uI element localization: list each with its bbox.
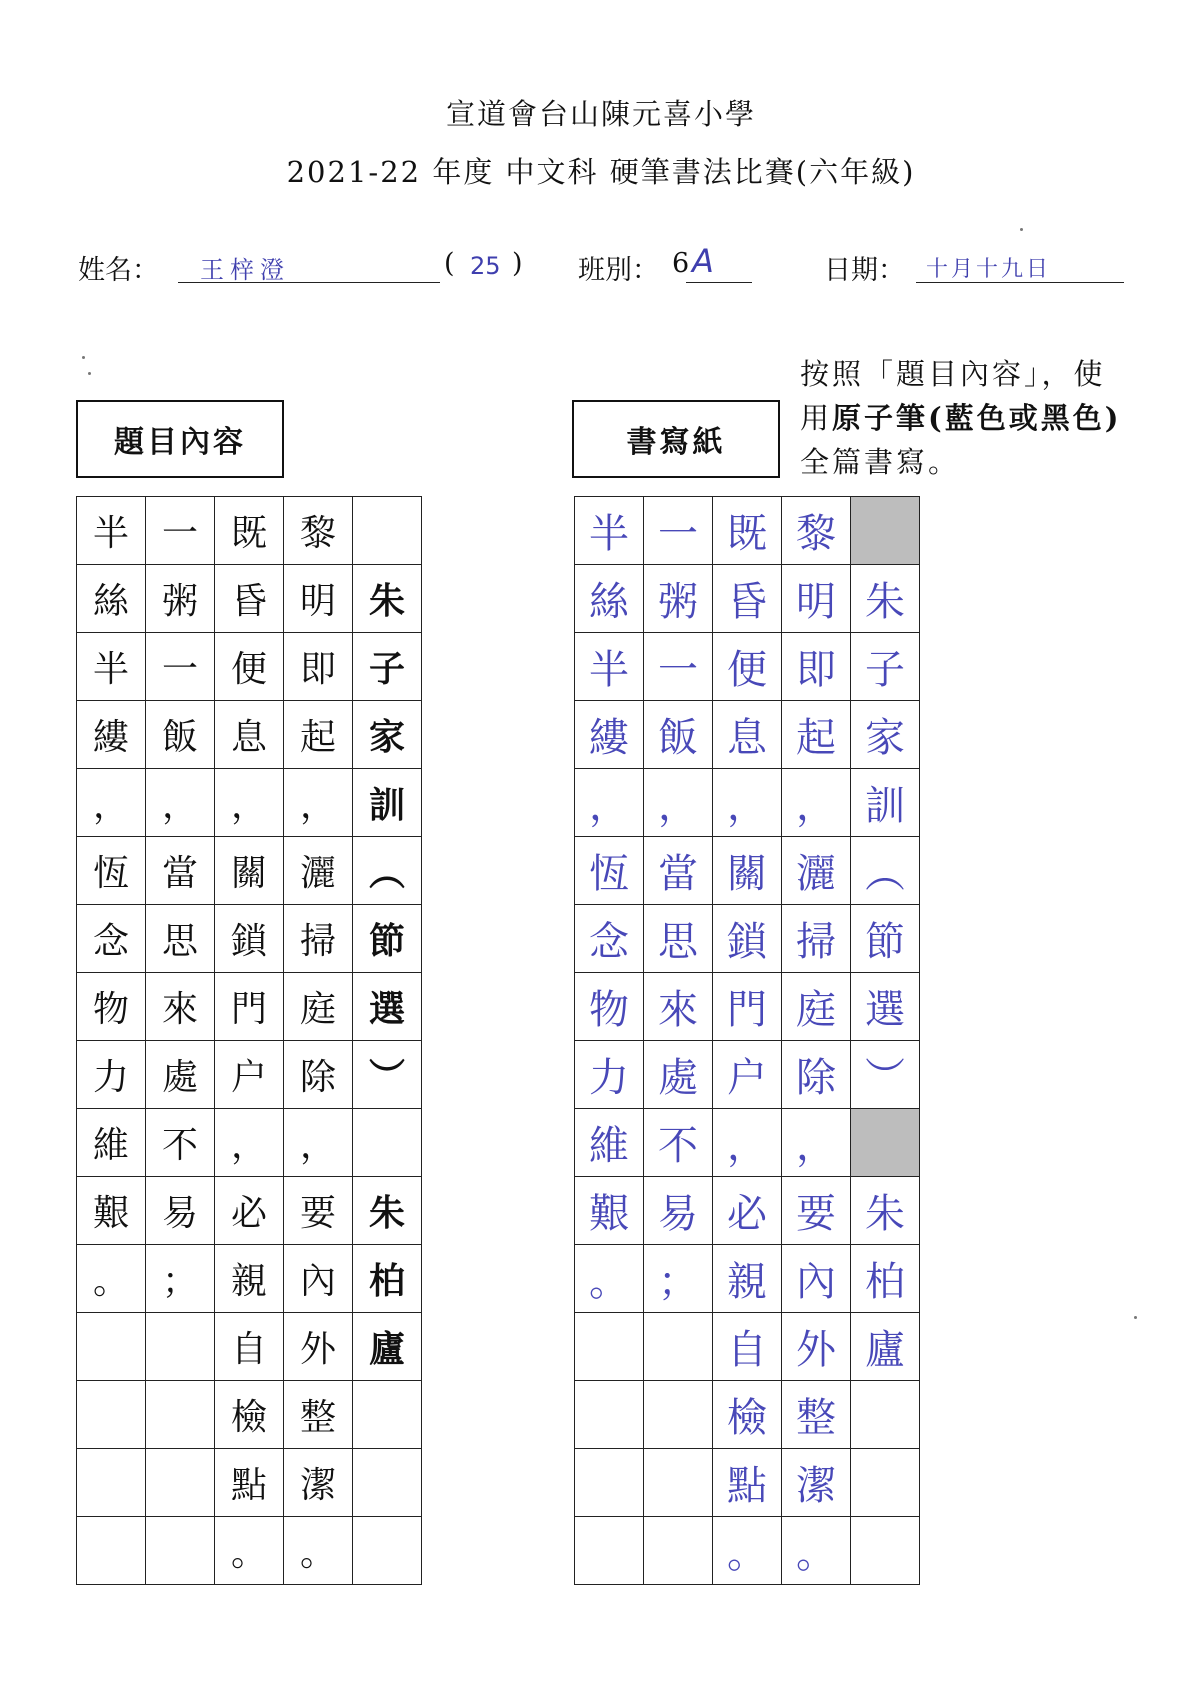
- writing-cell-cell[interactable]: 物: [575, 973, 644, 1041]
- writing-cell-cell[interactable]: [644, 1449, 713, 1517]
- reference-cell-cell: 來: [146, 973, 215, 1041]
- writing-cell-cell[interactable]: 庭: [782, 973, 851, 1041]
- speck: [82, 356, 85, 359]
- speck: [1020, 228, 1023, 231]
- reference-cell-cell: 庭: [284, 973, 353, 1041]
- reference-cell-cell: 處: [146, 1041, 215, 1109]
- reference-cell-cell: ，: [284, 1109, 353, 1177]
- reference-grid: [76, 496, 422, 1585]
- reference-cell-cell: 念: [77, 905, 146, 973]
- reference-cell-cell: [77, 1449, 146, 1517]
- reference-cell-cell: ，: [215, 1109, 284, 1177]
- reference-cell-cell: 點: [215, 1449, 284, 1517]
- writing-cell-cell[interactable]: 自: [713, 1313, 782, 1381]
- school-name: 宣道會台山陳元喜小學: [445, 97, 756, 131]
- writing-cell-row: [575, 1041, 920, 1109]
- reference-cell-cell: 。: [77, 1245, 146, 1313]
- writing-title-box: 書寫紙: [572, 400, 780, 478]
- reference-cell-cell: 當: [146, 837, 215, 905]
- writing-cell-cell[interactable]: 處: [644, 1041, 713, 1109]
- writing-cell-cell[interactable]: [644, 1517, 713, 1585]
- writing-cell-cell[interactable]: [851, 1517, 920, 1585]
- writing-cell-cell[interactable]: 易: [644, 1177, 713, 1245]
- writing-cell-cell[interactable]: 飯: [644, 701, 713, 769]
- name-label: 姓名：: [78, 255, 159, 286]
- reference-cell-cell: 物: [77, 973, 146, 1041]
- reference-cell-cell: [146, 1313, 215, 1381]
- writing-cell-cell[interactable]: [644, 1381, 713, 1449]
- reference-cell-row: [77, 1449, 422, 1517]
- reference-cell-cell: ︵: [353, 837, 422, 905]
- reference-cell-cell: 鎖: [215, 905, 284, 973]
- writing-cell-cell[interactable]: 來: [644, 973, 713, 1041]
- writing-cell-row: [575, 1517, 920, 1585]
- reference-cell-cell: 起: [284, 701, 353, 769]
- writing-cell-cell[interactable]: 子: [851, 633, 920, 701]
- writing-cell-cell[interactable]: [575, 1449, 644, 1517]
- speck: [1134, 1316, 1137, 1319]
- reference-cell-cell: ，: [146, 769, 215, 837]
- reference-cell-cell: 力: [77, 1041, 146, 1109]
- reference-cell-cell: 易: [146, 1177, 215, 1245]
- class-grade: 6: [672, 248, 690, 279]
- reference-cell-cell: 整: [284, 1381, 353, 1449]
- reference-cell-cell: 掃: [284, 905, 353, 973]
- writing-cell-cell[interactable]: 外: [782, 1313, 851, 1381]
- writing-cell-row: [575, 1109, 920, 1177]
- reference-cell-cell: [146, 1449, 215, 1517]
- writing-cell-cell[interactable]: 半: [575, 633, 644, 701]
- writing-cell-cell[interactable]: ；: [644, 1245, 713, 1313]
- reference-cell-cell: ，: [215, 769, 284, 837]
- reference-cell-cell: 必: [215, 1177, 284, 1245]
- reference-cell-cell: 朱: [353, 1177, 422, 1245]
- reference-cell-cell: 思: [146, 905, 215, 973]
- reference-cell-cell: 選: [353, 973, 422, 1041]
- writing-cell-cell[interactable]: 檢: [713, 1381, 782, 1449]
- writing-cell-row: [575, 1313, 920, 1381]
- writing-cell-cell[interactable]: 鎖: [713, 905, 782, 973]
- writing-cell-cell[interactable]: 柏: [851, 1245, 920, 1313]
- writing-cell-row: [575, 769, 920, 837]
- reference-cell-row: [77, 1245, 422, 1313]
- reference-cell-row: [77, 497, 422, 565]
- writing-cell-cell[interactable]: 掃: [782, 905, 851, 973]
- reference-cell-cell: ︶: [353, 1041, 422, 1109]
- number-close-paren: ): [512, 248, 523, 279]
- reference-cell-cell: 一: [146, 633, 215, 701]
- reference-cell-cell: 內: [284, 1245, 353, 1313]
- reference-cell-cell: 飯: [146, 701, 215, 769]
- reference-cell-row: [77, 1517, 422, 1585]
- reference-cell-cell: [353, 1109, 422, 1177]
- writing-cell-cell[interactable]: 。: [713, 1517, 782, 1585]
- writing-cell-cell[interactable]: [644, 1313, 713, 1381]
- reference-cell-cell: 息: [215, 701, 284, 769]
- reference-cell-cell: [146, 1517, 215, 1585]
- writing-cell-cell[interactable]: 點: [713, 1449, 782, 1517]
- reference-cell-cell: 絲: [77, 565, 146, 633]
- writing-cell-cell[interactable]: 既: [713, 497, 782, 565]
- reference-cell-cell: 柏: [353, 1245, 422, 1313]
- reference-cell-row: [77, 1313, 422, 1381]
- writing-cell-cell[interactable]: 家: [851, 701, 920, 769]
- reference-cell-cell: 廬: [353, 1313, 422, 1381]
- reference-cell-cell: 黎: [284, 497, 353, 565]
- reference-cell-cell: 家: [353, 701, 422, 769]
- reference-cell-row: [77, 633, 422, 701]
- reference-cell-cell: 恆: [77, 837, 146, 905]
- speck: [88, 372, 91, 375]
- writing-cell-row: [575, 973, 920, 1041]
- writing-grid: [574, 496, 920, 1585]
- writing-cell-row: [575, 497, 920, 565]
- writing-cell-cell[interactable]: 即: [782, 633, 851, 701]
- writing-cell-cell[interactable]: 整: [782, 1381, 851, 1449]
- reference-cell-cell: [353, 497, 422, 565]
- reference-cell-cell: 粥: [146, 565, 215, 633]
- reference-cell-cell: 外: [284, 1313, 353, 1381]
- writing-cell-cell[interactable]: 明: [782, 565, 851, 633]
- reference-cell-row: [77, 1109, 422, 1177]
- writing-cell-cell[interactable]: ，: [782, 769, 851, 837]
- reference-cell-row: [77, 1177, 422, 1245]
- reference-cell-cell: ；: [146, 1245, 215, 1313]
- writing-cell-row: [575, 633, 920, 701]
- reference-cell-cell: [353, 1449, 422, 1517]
- reference-cell-cell: 門: [215, 973, 284, 1041]
- writing-cell-cell[interactable]: ︶: [851, 1041, 920, 1109]
- reference-cell-row: [77, 973, 422, 1041]
- writing-cell-cell[interactable]: [575, 1381, 644, 1449]
- reference-cell-cell: 檢: [215, 1381, 284, 1449]
- writing-cell-cell[interactable]: 一: [644, 633, 713, 701]
- writing-cell-cell[interactable]: 選: [851, 973, 920, 1041]
- reference-cell-cell: 子: [353, 633, 422, 701]
- reference-cell-cell: 要: [284, 1177, 353, 1245]
- date-value[interactable]: 十月十九日: [926, 257, 1052, 282]
- reference-cell-cell: 節: [353, 905, 422, 973]
- writing-cell-cell[interactable]: 一: [644, 497, 713, 565]
- instructions: [800, 352, 1180, 484]
- writing-cell-cell[interactable]: ，: [575, 769, 644, 837]
- reference-cell-cell: 潔: [284, 1449, 353, 1517]
- writing-cell-cell[interactable]: 灑: [782, 837, 851, 905]
- writing-cell-cell[interactable]: 廬: [851, 1313, 920, 1381]
- writing-cell-cell[interactable]: ，: [713, 769, 782, 837]
- writing-cell-cell[interactable]: 朱: [851, 565, 920, 633]
- writing-cell-cell[interactable]: 便: [713, 633, 782, 701]
- writing-cell-cell[interactable]: 不: [644, 1109, 713, 1177]
- reference-cell-row: [77, 565, 422, 633]
- class-number-value[interactable]: 25: [470, 252, 501, 280]
- writing-cell-cell[interactable]: ︵: [851, 837, 920, 905]
- writing-cell-cell[interactable]: ，: [713, 1109, 782, 1177]
- writing-cell-cell[interactable]: 關: [713, 837, 782, 905]
- reference-cell-cell: [353, 1381, 422, 1449]
- writing-cell-cell[interactable]: 除: [782, 1041, 851, 1109]
- writing-cell-cell[interactable]: 內: [782, 1245, 851, 1313]
- writing-cell-row: [575, 905, 920, 973]
- reference-cell-cell: [77, 1517, 146, 1585]
- writing-cell-cell[interactable]: 息: [713, 701, 782, 769]
- reference-cell-cell: [77, 1381, 146, 1449]
- reference-cell-cell: 既: [215, 497, 284, 565]
- reference-cell-cell: 自: [215, 1313, 284, 1381]
- writing-cell-cell[interactable]: 朱: [851, 1177, 920, 1245]
- writing-cell-cell[interactable]: [575, 1517, 644, 1585]
- reference-cell-cell: 維: [77, 1109, 146, 1177]
- reference-cell-cell: 。: [215, 1517, 284, 1585]
- writing-cell-cell[interactable]: 門: [713, 973, 782, 1041]
- writing-cell-cell[interactable]: 潔: [782, 1449, 851, 1517]
- writing-cell-cell[interactable]: 力: [575, 1041, 644, 1109]
- writing-cell-cell[interactable]: 思: [644, 905, 713, 973]
- writing-cell-row: [575, 565, 920, 633]
- writing-cell-row: [575, 701, 920, 769]
- reference-cell-cell: 訓: [353, 769, 422, 837]
- writing-cell-cell[interactable]: [851, 1449, 920, 1517]
- reference-cell-row: [77, 701, 422, 769]
- writing-cell-cell[interactable]: 半: [575, 497, 644, 565]
- writing-cell-cell[interactable]: 昏: [713, 565, 782, 633]
- writing-cell-row: [575, 1177, 920, 1245]
- writing-cell-row: [575, 1449, 920, 1517]
- reference-cell-cell: [146, 1381, 215, 1449]
- reference-cell-cell: 除: [284, 1041, 353, 1109]
- reference-cell-cell: 户: [215, 1041, 284, 1109]
- writing-cell-cell[interactable]: 黎: [782, 497, 851, 565]
- reference-cell-cell: [353, 1517, 422, 1585]
- reference-title-box: 題目內容: [76, 400, 284, 478]
- reference-cell-cell: 半: [77, 497, 146, 565]
- class-value[interactable]: A: [692, 242, 714, 280]
- writing-cell-cell[interactable]: 絲: [575, 565, 644, 633]
- reference-cell-cell: 。: [284, 1517, 353, 1585]
- instruction-pen-requirement: 原子筆(藍色或黑色): [832, 401, 1122, 435]
- writing-cell-cell[interactable]: 親: [713, 1245, 782, 1313]
- name-value[interactable]: 王梓澄: [200, 256, 290, 284]
- number-open-paren: (: [444, 248, 455, 279]
- writing-cell-cell[interactable]: 。: [575, 1245, 644, 1313]
- reference-cell-cell: ，: [284, 769, 353, 837]
- competition-title: 2021-22 年度 中文科 硬筆書法比賽(六年級): [286, 155, 916, 189]
- writing-cell-cell[interactable]: 户: [713, 1041, 782, 1109]
- reference-cell-cell: 關: [215, 837, 284, 905]
- date-label: 日期：: [824, 255, 905, 286]
- reference-cell-cell: [77, 1313, 146, 1381]
- reference-cell-cell: 縷: [77, 701, 146, 769]
- instruction-line-3: 全篇書寫。: [800, 445, 961, 479]
- class-underline: [686, 282, 752, 283]
- reference-cell-cell: 朱: [353, 565, 422, 633]
- reference-cell-cell: 昏: [215, 565, 284, 633]
- reference-cell-cell: 便: [215, 633, 284, 701]
- writing-cell-cell[interactable]: ，: [644, 769, 713, 837]
- writing-cell-row: [575, 1381, 920, 1449]
- writing-cell-cell[interactable]: [851, 1381, 920, 1449]
- writing-cell-cell[interactable]: 維: [575, 1109, 644, 1177]
- writing-cell-cell[interactable]: [851, 497, 920, 565]
- writing-cell-cell[interactable]: 粥: [644, 565, 713, 633]
- reference-cell-row: [77, 1381, 422, 1449]
- writing-cell-cell[interactable]: 縷: [575, 701, 644, 769]
- reference-cell-row: [77, 769, 422, 837]
- writing-cell-cell[interactable]: 。: [782, 1517, 851, 1585]
- reference-cell-cell: 親: [215, 1245, 284, 1313]
- class-label: 班別：: [578, 255, 659, 286]
- writing-cell-cell[interactable]: 要: [782, 1177, 851, 1245]
- reference-cell-row: [77, 905, 422, 973]
- reference-cell-cell: 明: [284, 565, 353, 633]
- reference-cell-row: [77, 1041, 422, 1109]
- writing-cell-row: [575, 837, 920, 905]
- instruction-line-2: 用原子筆(藍色或黑色): [800, 401, 1122, 435]
- writing-cell-cell[interactable]: 必: [713, 1177, 782, 1245]
- writing-cell-cell[interactable]: [851, 1109, 920, 1177]
- writing-cell-cell[interactable]: ，: [782, 1109, 851, 1177]
- reference-cell-cell: 不: [146, 1109, 215, 1177]
- reference-cell-cell: 艱: [77, 1177, 146, 1245]
- writing-cell-cell[interactable]: 當: [644, 837, 713, 905]
- writing-cell-cell[interactable]: 起: [782, 701, 851, 769]
- writing-cell-cell[interactable]: 節: [851, 905, 920, 973]
- reference-cell-row: [77, 837, 422, 905]
- instruction-line-1: 按照「題目內容」，使: [800, 357, 1106, 391]
- reference-cell-cell: 灑: [284, 837, 353, 905]
- writing-cell-row: [575, 1245, 920, 1313]
- reference-cell-cell: 一: [146, 497, 215, 565]
- writing-cell-cell[interactable]: [575, 1313, 644, 1381]
- writing-cell-cell[interactable]: 艱: [575, 1177, 644, 1245]
- reference-cell-cell: ，: [77, 769, 146, 837]
- reference-cell-cell: 即: [284, 633, 353, 701]
- writing-cell-cell[interactable]: 訓: [851, 769, 920, 837]
- writing-cell-cell[interactable]: 恆: [575, 837, 644, 905]
- reference-cell-cell: 半: [77, 633, 146, 701]
- writing-cell-cell[interactable]: 念: [575, 905, 644, 973]
